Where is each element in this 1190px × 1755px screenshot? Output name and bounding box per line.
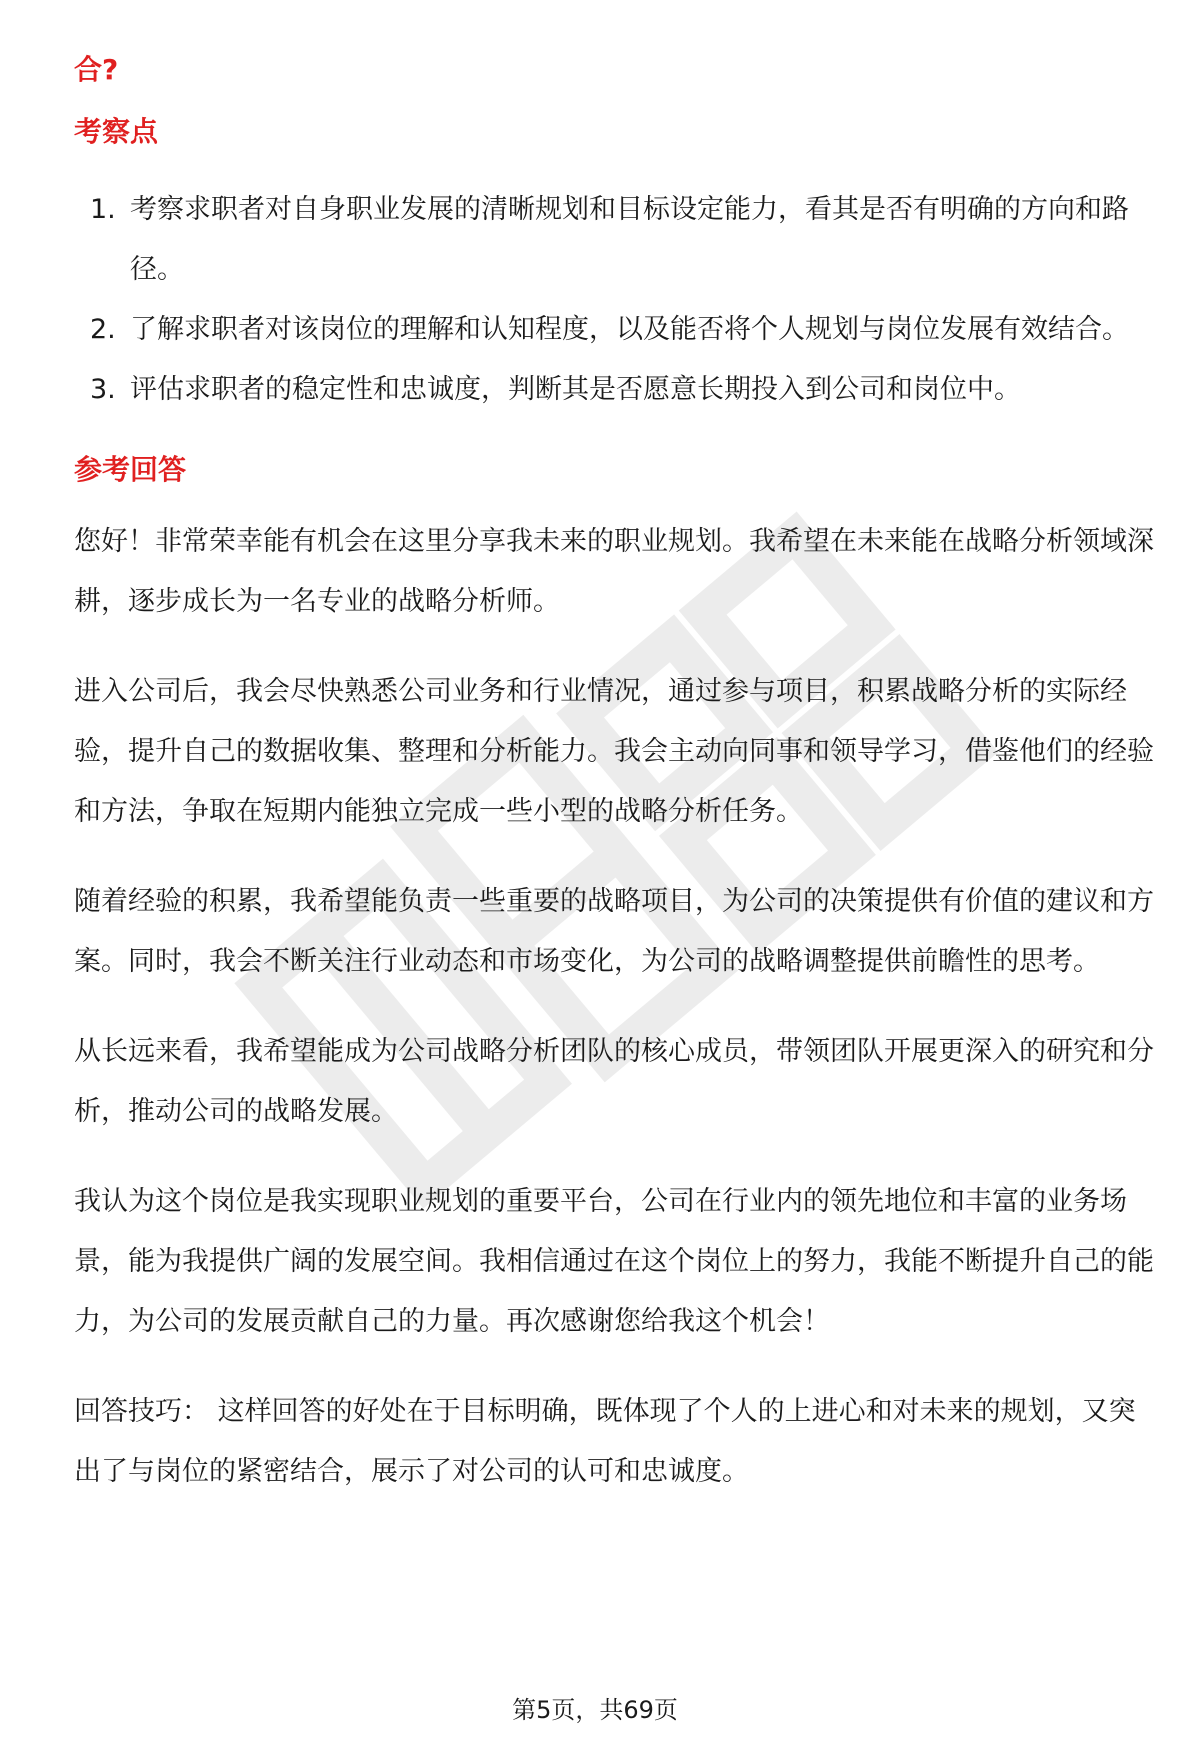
page-number-footer: 第5页，共69页 (512, 1696, 678, 1724)
list-item-text: 了解求职者对该岗位的理解和认知程度，以及能否将个人规划与岗位发展有效结合。 (130, 314, 1129, 345)
examination-points-list (74, 180, 1154, 420)
reference-answer-heading: 参考回答 (74, 453, 187, 486)
list-item-number: 3. (90, 374, 116, 405)
answer-paragraph: 随着经验的积累，我希望能负责一些重要的战略项目，为公司的决策提供有价值的建议和方案。同时，我会不断关注行业动态和市场变化，为公司的战略调整提供前瞻性的思考。 (74, 886, 1154, 977)
page-content (74, 40, 1154, 1502)
list-item-number: 2. (90, 314, 116, 345)
list-item-number: 1. (90, 194, 116, 225)
answer-tips-paragraph: 回答技巧： 这样回答的好处在于目标明确，既体现了个人的上进心和对未来的规划，又突出了与岗位的紧密结合，展示了对公司的认可和忠诚度。 (74, 1396, 1136, 1487)
question-continuation: 合? (74, 53, 119, 86)
answer-paragraph: 我认为这个岗位是我实现职业规划的重要平台，公司在行业内的领先地位和丰富的业务场景，能为我提供广阔的发展空间。我相信通过在这个岗位上的努力，我能不断提升自己的能力，为公司的发展贡献自己的力量。再次感谢您给我这个机会！ (74, 1186, 1154, 1337)
answer-paragraph: 从长远来看，我希望能成为公司战略分析团队的核心成员，带领团队开展更深入的研究和分析，推动公司的战略发展。 (74, 1036, 1154, 1127)
list-item-text: 考察求职者对自身职业发展的清晰规划和目标设定能力，看其是否有明确的方向和路径。 (130, 194, 1129, 285)
list-item (74, 300, 1154, 360)
answer-paragraph: 进入公司后，我会尽快熟悉公司业务和行业情况，通过参与项目，积累战略分析的实际经验，提升自己的数据收集、整理和分析能力。我会主动向同事和领导学习，借鉴他们的经验和方法，争取在短期内能独立完成一些小型的战略分析任务。 (74, 676, 1154, 827)
answer-paragraph: 您好！非常荣幸能有机会在这里分享我未来的职业规划。我希望在未来能在战略分析领域深耕，逐步成长为一名专业的战略分析师。 (74, 526, 1154, 617)
list-item (74, 360, 1154, 420)
list-item-text: 评估求职者的稳定性和忠诚度，判断其是否愿意长期投入到公司和岗位中。 (130, 374, 1021, 405)
list-item (74, 180, 1154, 300)
examination-points-heading: 考察点 (74, 115, 159, 148)
